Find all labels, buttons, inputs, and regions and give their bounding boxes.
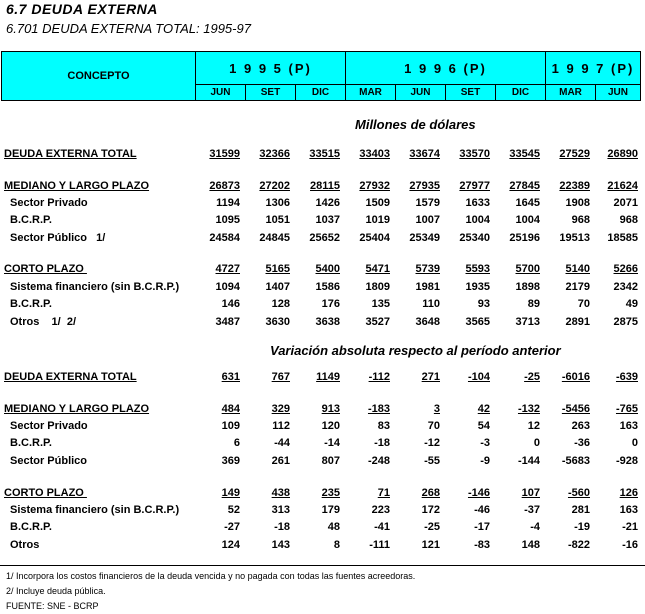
table-row — [0, 437, 645, 451]
table-row — [0, 521, 645, 535]
cell-value: 3565 — [465, 316, 490, 328]
cell-value: -14 — [324, 437, 340, 449]
table-row — [0, 371, 645, 385]
cell-value: 1037 — [315, 214, 340, 226]
table-row — [0, 281, 645, 295]
cell-value: -83 — [474, 539, 490, 551]
cell-value: 48 — [327, 521, 340, 533]
cell-value — [578, 403, 638, 415]
cell-value: 25652 — [309, 232, 340, 244]
cell-value: 223 — [371, 504, 390, 516]
row-label: Sector Público 1/ — [10, 232, 106, 244]
cell-value: -4 — [530, 521, 540, 533]
underlined-value: -25 — [524, 371, 540, 383]
table-row — [0, 316, 645, 330]
table-row — [0, 148, 645, 162]
underlined-value: 484 — [221, 403, 240, 415]
cell-value: 1981 — [415, 281, 440, 293]
page-title: 6.7 DEUDA EXTERNA — [6, 1, 158, 17]
cell-value: -25 — [424, 521, 440, 533]
cell-value: 1004 — [465, 214, 490, 226]
cell-value: 135 — [371, 298, 390, 310]
cell-value: 1509 — [365, 197, 390, 209]
underlined-value: 3 — [433, 403, 440, 415]
cell-value: 0 — [533, 437, 540, 449]
cell-value: 3527 — [365, 316, 390, 328]
underlined-value: 5700 — [515, 263, 540, 275]
cell-value: 1007 — [415, 214, 440, 226]
cell-value: 1809 — [365, 281, 390, 293]
cell-value: 968 — [571, 214, 590, 226]
cell-value: 146 — [221, 298, 240, 310]
underlined-value: 33515 — [309, 148, 340, 160]
row-label: Sector Privado — [10, 420, 88, 432]
section-title-millones: Millones de dólares — [355, 117, 476, 132]
cell-value: 313 — [271, 504, 290, 516]
underlined-value: 5593 — [465, 263, 490, 275]
cell-value: 70 — [577, 298, 590, 310]
cell-value: 120 — [321, 420, 340, 432]
cell-value — [578, 487, 638, 499]
underlined-value: 5140 — [565, 263, 590, 275]
underlined-value: 27845 — [509, 180, 540, 192]
header-month: SET — [446, 85, 496, 100]
underlined-value: 33674 — [409, 148, 440, 160]
cell-value: 0 — [631, 437, 638, 449]
cell-value: 2875 — [613, 316, 638, 328]
underlined-value: 268 — [421, 487, 440, 499]
row-label: Sector Privado — [10, 197, 88, 209]
cell-value — [578, 148, 638, 160]
cell-value: 1935 — [465, 281, 490, 293]
cell-value: 2179 — [565, 281, 590, 293]
header-month: DIC — [296, 85, 346, 100]
cell-value: 179 — [321, 504, 340, 516]
cell-value: 3630 — [265, 316, 290, 328]
underlined-value: 32366 — [259, 148, 290, 160]
row-label: Sistema financiero (sin B.C.R.P.) — [10, 504, 180, 516]
cell-value: -9 — [480, 455, 490, 467]
cell-value: 19513 — [559, 232, 590, 244]
cell-value: 807 — [321, 455, 340, 467]
underlined-value: 71 — [377, 487, 390, 499]
row-label: Sector Público — [10, 455, 88, 467]
underlined-value: -560 — [567, 487, 590, 499]
table-row — [0, 298, 645, 312]
cell-value — [578, 263, 638, 275]
cell-value — [578, 371, 638, 383]
cell-value: -37 — [524, 504, 540, 516]
underlined-value: 22389 — [559, 180, 590, 192]
cell-value: 112 — [272, 420, 290, 432]
cell-value: -248 — [367, 455, 390, 467]
cell-value: 110 — [422, 298, 440, 310]
underlined-value: 33570 — [459, 148, 490, 160]
cell-value: 1407 — [265, 281, 290, 293]
table-row — [0, 214, 645, 228]
cell-value: 3713 — [515, 316, 540, 328]
footnote-source: FUENTE: SNE - BCRP — [6, 601, 99, 611]
header-month: JUN — [607, 87, 628, 98]
row-label: B.C.R.P. — [10, 437, 52, 449]
row-label: CORTO PLAZO — [4, 487, 87, 499]
underlined-value: 33545 — [509, 148, 540, 160]
row-label: B.C.R.P. — [10, 214, 52, 226]
underlined-value: 438 — [271, 487, 290, 499]
underlined-value: 5165 — [265, 263, 290, 275]
cell-value: -55 — [424, 455, 440, 467]
underlined-value: -146 — [467, 487, 490, 499]
cell-value: -36 — [574, 437, 590, 449]
header-year-1996: 1 9 9 6 (P) — [346, 52, 546, 85]
cell-value: -18 — [374, 437, 390, 449]
row-label: Otros 1/ 2/ — [10, 316, 77, 328]
cell-value: -46 — [474, 504, 490, 516]
underlined-value: 767 — [271, 371, 290, 383]
footnote-1: 1/ Incorpora los costos financieros de la deuda vencida y no pagada con todas las fuentes acreedoras. — [6, 571, 416, 581]
cell-value — [578, 180, 638, 192]
underlined-value: 5471 — [365, 263, 390, 275]
row-label: CORTO PLAZO — [4, 263, 87, 275]
underlined-value: 5739 — [415, 263, 440, 275]
cell-value: 369 — [221, 455, 240, 467]
section-title-variacion: Variación absoluta respecto al período anterior — [270, 343, 561, 358]
cell-value: 281 — [571, 504, 590, 516]
cell-value: 24584 — [209, 232, 240, 244]
row-label: Sistema financiero (sin B.C.R.P.) — [10, 281, 180, 293]
cell-value: -111 — [369, 539, 390, 551]
cell-value: 1633 — [465, 197, 490, 209]
underlined-value: 5266 — [613, 263, 638, 275]
cell-value: 261 — [271, 455, 290, 467]
cell-value: 25340 — [459, 232, 490, 244]
cell-value: 1908 — [565, 197, 590, 209]
cell-value: 70 — [427, 420, 440, 432]
header-month: MAR — [546, 85, 596, 100]
underlined-value: 27529 — [559, 148, 590, 160]
cell-value: 148 — [521, 539, 540, 551]
header-month: SET — [246, 85, 296, 100]
underlined-value: -104 — [467, 371, 490, 383]
cell-value: -44 — [274, 437, 290, 449]
cell-value: 25196 — [509, 232, 540, 244]
cell-value: 1306 — [265, 197, 290, 209]
underlined-value: -765 — [615, 403, 638, 415]
cell-value: -144 — [517, 455, 540, 467]
cell-value: 163 — [619, 420, 638, 432]
underlined-value: 271 — [421, 371, 440, 383]
cell-value: 12 — [527, 420, 540, 432]
cell-value: -41 — [374, 521, 390, 533]
table-row — [0, 232, 645, 246]
cell-value: 93 — [477, 298, 490, 310]
cell-value: 6 — [233, 437, 240, 449]
header-month: JUN — [196, 85, 246, 100]
row-label: B.C.R.P. — [10, 298, 52, 310]
table-row — [0, 263, 645, 277]
cell-value: 1645 — [515, 197, 540, 209]
underlined-value: -6016 — [561, 371, 590, 383]
cell-value: 49 — [625, 298, 638, 310]
cell-value: -17 — [474, 521, 490, 533]
underlined-value: 1149 — [316, 371, 340, 383]
underlined-value: 26873 — [209, 180, 240, 192]
underlined-value: 21624 — [607, 180, 638, 192]
cell-value: 2891 — [565, 316, 590, 328]
row-label: DEUDA EXTERNA TOTAL — [4, 148, 137, 160]
header-concepto: CONCEPTO — [2, 52, 196, 100]
underlined-value: 27935 — [409, 180, 440, 192]
cell-value: -822 — [567, 539, 590, 551]
cell-value: 25404 — [359, 232, 390, 244]
header-year-1997: 1 9 9 7 (P) — [546, 52, 640, 85]
table-header — [1, 51, 641, 101]
cell-value: 3487 — [215, 316, 240, 328]
underlined-value: 27977 — [459, 180, 490, 192]
underlined-value: -639 — [615, 371, 638, 383]
underlined-value: 26890 — [607, 148, 638, 160]
cell-value: -5683 — [561, 455, 590, 467]
cell-value: -27 — [224, 521, 240, 533]
table-subtitle: 6.701 DEUDA EXTERNA TOTAL: 1995-97 — [6, 21, 251, 36]
cell-value: 128 — [271, 298, 290, 310]
header-year-1995: 1 9 9 5 (P) — [196, 52, 346, 85]
cell-value: 89 — [527, 298, 540, 310]
cell-value: 143 — [271, 539, 290, 551]
cell-value: 1094 — [215, 281, 240, 293]
cell-value: 1019 — [365, 214, 390, 226]
table-row — [0, 504, 645, 518]
cell-value: 52 — [227, 504, 240, 516]
underlined-value: 5400 — [315, 263, 340, 275]
footnote-divider — [0, 565, 645, 566]
row-label: Otros — [10, 539, 40, 551]
cell-value: 3648 — [415, 316, 440, 328]
underlined-value: 149 — [221, 487, 240, 499]
cell-value: 172 — [421, 504, 440, 516]
cell-value: 25349 — [409, 232, 440, 244]
underlined-value: 27202 — [259, 180, 290, 192]
cell-value: 8 — [333, 539, 340, 551]
table-row — [0, 197, 645, 211]
underlined-value: -132 — [517, 403, 540, 415]
underlined-value: 126 — [619, 487, 638, 499]
cell-value: 1586 — [315, 281, 340, 293]
cell-value: 176 — [321, 298, 340, 310]
table-row — [0, 455, 645, 469]
cell-value: 24845 — [259, 232, 290, 244]
cell-value: 1194 — [216, 197, 240, 209]
underlined-value: -183 — [367, 403, 390, 415]
underlined-value: 28115 — [310, 180, 340, 192]
cell-value: 83 — [377, 420, 390, 432]
cell-value: 124 — [221, 539, 240, 551]
table-row — [0, 539, 645, 553]
table-row — [0, 180, 645, 194]
cell-value: 109 — [221, 420, 240, 432]
underlined-value: 42 — [477, 403, 490, 415]
cell-value: -19 — [574, 521, 590, 533]
cell-value: 2071 — [613, 197, 638, 209]
cell-value: -12 — [424, 437, 440, 449]
cell-value: -18 — [274, 521, 290, 533]
cell-value: -3 — [480, 437, 490, 449]
cell-value: 18585 — [607, 232, 638, 244]
cell-value: 968 — [619, 214, 638, 226]
footnote-2: 2/ Incluye deuda pública. — [6, 586, 106, 596]
cell-value: 1095 — [215, 214, 240, 226]
underlined-value: 329 — [271, 403, 290, 415]
cell-value: 3638 — [315, 316, 340, 328]
cell-value: 1426 — [315, 197, 340, 209]
cell-value: -928 — [615, 455, 638, 467]
underlined-value: 913 — [321, 403, 340, 415]
cell-value: -21 — [622, 521, 638, 533]
row-label: MEDIANO Y LARGO PLAZO — [4, 180, 150, 192]
row-label: B.C.R.P. — [10, 521, 52, 533]
cell-value: -16 — [622, 539, 638, 551]
underlined-value: 235 — [321, 487, 340, 499]
cell-value: 121 — [421, 539, 440, 551]
cell-value: 163 — [619, 504, 638, 516]
table-row — [0, 420, 645, 434]
cell-value: 2342 — [613, 281, 638, 293]
underlined-value: -5456 — [561, 403, 590, 415]
table-row — [0, 487, 645, 501]
cell-value: 54 — [477, 420, 490, 432]
underlined-value: -112 — [368, 371, 390, 383]
header-month: DIC — [496, 85, 546, 100]
cell-value: 263 — [571, 420, 590, 432]
cell-value: 1051 — [265, 214, 290, 226]
underlined-value: 4727 — [215, 263, 240, 275]
underlined-value: 27932 — [359, 180, 390, 192]
underlined-value: 31599 — [209, 148, 240, 160]
header-month: JUN — [396, 85, 446, 100]
header-month: MAR — [346, 85, 396, 100]
cell-value: 1898 — [515, 281, 540, 293]
cell-value: 1004 — [515, 214, 540, 226]
cell-value: 1579 — [415, 197, 440, 209]
row-label: DEUDA EXTERNA TOTAL — [4, 371, 137, 383]
table-row — [0, 403, 645, 417]
row-label: MEDIANO Y LARGO PLAZO — [4, 403, 150, 415]
underlined-value: 33403 — [359, 148, 390, 160]
underlined-value: 631 — [221, 371, 240, 383]
underlined-value: 107 — [521, 487, 540, 499]
